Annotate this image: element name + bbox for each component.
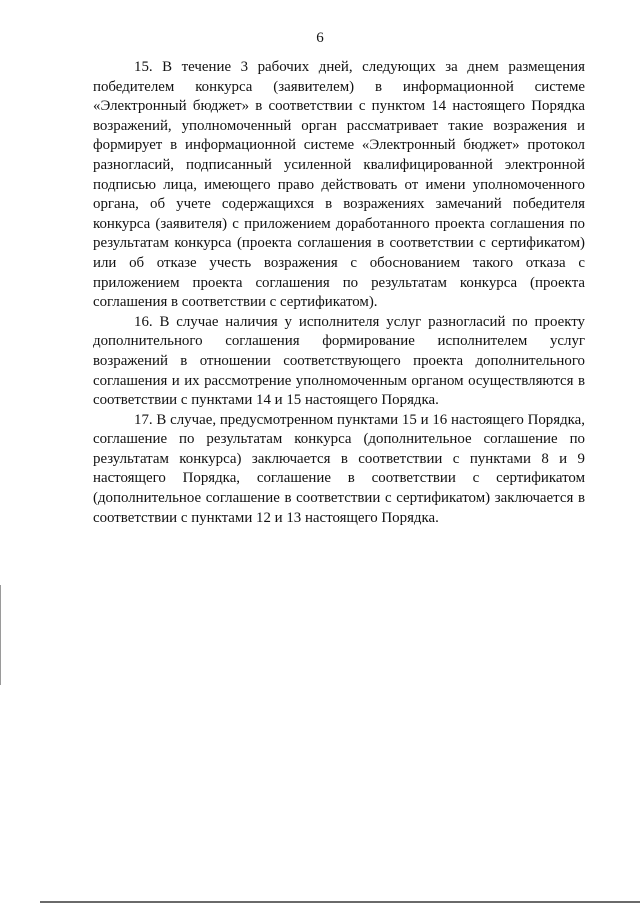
paragraph-16: 16. В случае наличия у исполнителя услуг разногласий по проекту дополнительного соглашения формирование исполнителем услуг возражений в отношении соответствующего проекта дополнительного соглашения и их рассмотрение уполномоченным органом осуществляются в соответствии с пунктами 14 и 15 настоящего Порядка.	[93, 313, 585, 409]
paragraph-15: 15. В течение 3 рабочих дней, следующих за днем размещения победителем конкурса (заявителем) в информационной системе «Электронный бюджет» в соответствии с пунктом 14 настоящего Порядка возражений, уполномоченный орган рассматривает такие возражения и формирует в информационной системе «Электронный бюджет» протокол разногласий, подписанный усиленной квалифицированной электронной подписью лица, имеющего право действовать от имени уполномоченного органа, об учете содержащихся в возражениях замечаний победителя конкурса (заявителя) с приложением доработанного проекта соглашения по результатам конкурса (проекта соглашения в соответствии с сертификатом) или об отказе учесть возражения с обоснованием такого отказа с приложением проекта соглашения по результатам конкурса (проекта соглашения в соответствии с сертификатом).	[93, 59, 585, 311]
scan-bottom-edge	[40, 901, 640, 903]
paragraph-17: 17. В случае, предусмотренном пунктами 15 и 16 настоящего Порядка, соглашение по результатам конкурса (дополнительное соглашение по результатам конкурса) заключается в соответствии с пунктами 8 и 9 настоящего Порядка, соглашение в соответствии с сертификатом (дополнительное соглашение в соответствии с сертификатом) заключается в соответствии с пунктами 12 и 13 настоящего Порядка.	[93, 411, 585, 526]
document-body	[93, 58, 585, 528]
page-number: 6	[316, 30, 324, 46]
scan-edge-line	[0, 585, 1, 685]
